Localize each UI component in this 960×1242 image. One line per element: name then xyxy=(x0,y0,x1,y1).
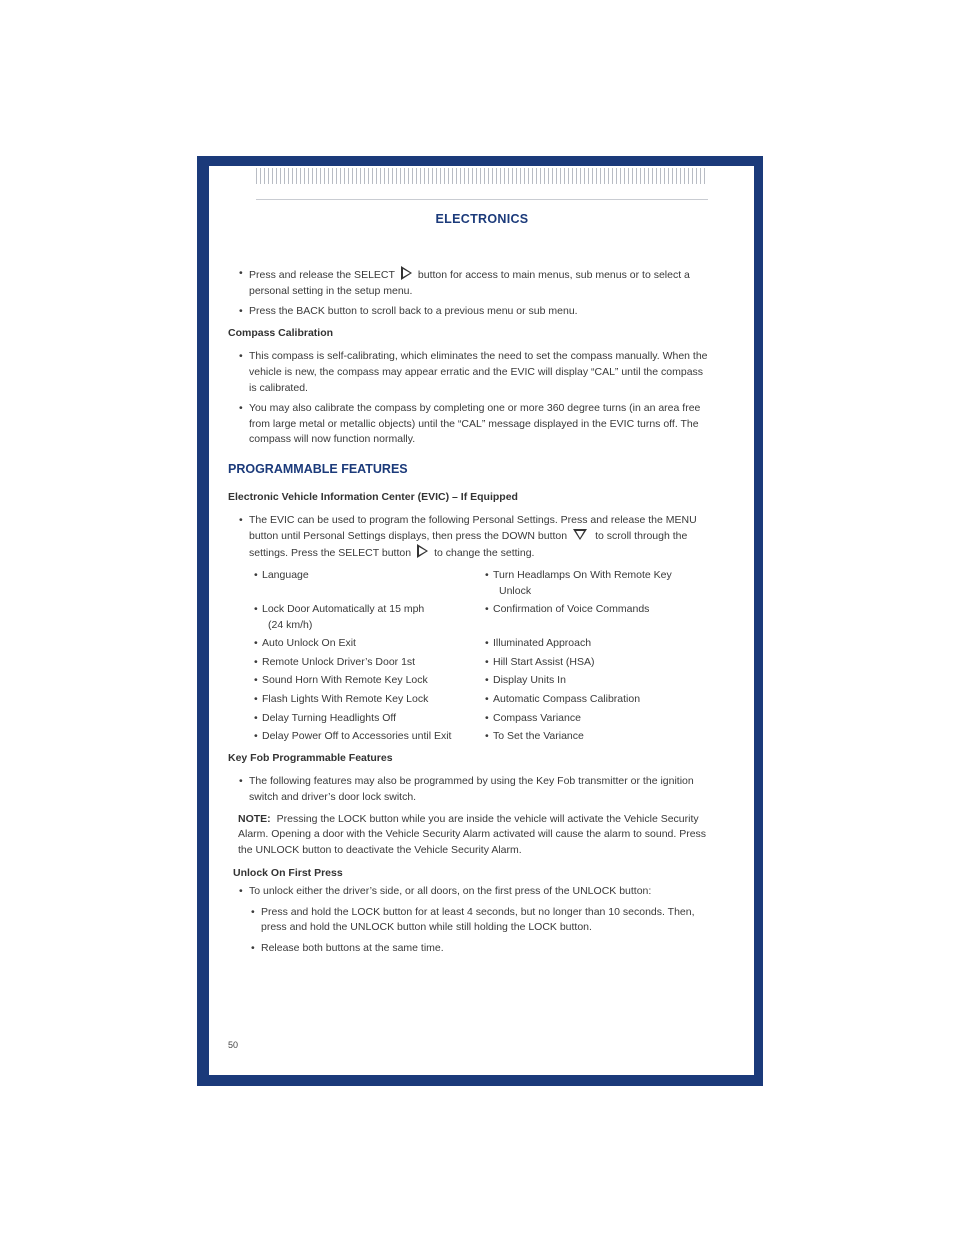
section-title: ELECTRONICS xyxy=(435,212,529,226)
header-divider xyxy=(256,199,708,200)
unlock-heading: Unlock On First Press xyxy=(233,867,343,880)
item-text-cont: Unlock xyxy=(499,584,532,597)
list-item: • Delay Power Off to Accessories until Exit xyxy=(254,729,484,745)
list-item: • Confirmation of Voice Commands xyxy=(485,602,715,633)
list-item: • Language xyxy=(254,568,484,599)
note-label: NOTE: xyxy=(238,812,271,825)
note xyxy=(238,812,708,859)
list-item: • Display Units In xyxy=(485,673,715,689)
list-item: • Automatic Compass Calibration xyxy=(485,692,715,708)
list-item xyxy=(485,568,715,599)
list-item: • Flash Lights With Remote Key Lock xyxy=(254,692,484,708)
compass-bullet-2: • You may also calibrate the compass by completing one or more 360 degree turns (in an area free from large metal or metallic objects) until the “CAL” message displayed in the EVIC turns off. The compass will now function normally. xyxy=(228,401,708,448)
list-item: • Remote Unlock Driver’s Door 1st xyxy=(254,655,484,671)
page-number: 50 xyxy=(228,1040,239,1050)
item-text-cont: (24 km/h) xyxy=(268,618,313,631)
unlock-bullet: • To unlock either the driver’s side, or all doors, on the first press of the UNLOCK button: xyxy=(228,884,708,900)
bullet-text: to scroll through the settings. Press the SELECT button xyxy=(249,529,688,560)
evic-bullet xyxy=(228,513,708,562)
down-arrow-icon xyxy=(573,529,587,540)
evic-heading: Electronic Vehicle Information Center (EVIC) – If Equipped xyxy=(228,490,518,503)
programmable-heading: PROGRAMMABLE FEATURES xyxy=(228,461,408,476)
list-item: • Sound Horn With Remote Key Lock xyxy=(254,673,484,689)
bullet-back: • Press the BACK button to scroll back to a previous menu or sub menu. xyxy=(228,304,708,320)
header-ruler xyxy=(256,168,708,184)
list-item: • To Set the Variance xyxy=(485,729,715,745)
unlock-step-2: • Release both buttons at the same time. xyxy=(228,941,708,957)
item-text: Turn Headlamps On With Remote Key xyxy=(493,568,672,581)
list-item xyxy=(254,602,484,633)
settings-list xyxy=(254,568,708,745)
select-arrow-icon xyxy=(401,266,412,280)
bullet-text: Press and release the SELECT xyxy=(249,269,395,281)
page-content xyxy=(228,266,708,961)
bullet-text: The EVIC can be used to program the following Personal Settings. Press and release the MENU button until Personal Settings displays, then press the DOWN button xyxy=(249,514,697,542)
compass-bullet-1: • This compass is self-calibrating, which eliminates the need to set the compass manually. When the vehicle is new, the compass may appear erratic and the EVIC will display “CAL” until the compass is calibrated. xyxy=(228,349,708,396)
select-arrow-icon xyxy=(417,544,428,558)
note-text: Pressing the LOCK button while you are inside the vehicle will activate the Vehicle Security Alarm. Opening a door with the Vehicle Security Alarm activated will cause the alarm to sound. Press the UNLOCK button to deactivate the Vehicle Security Alarm. xyxy=(238,812,707,856)
keyfob-heading: Key Fob Programmable Features xyxy=(228,751,393,764)
unlock-step-1: • Press and hold the LOCK button for at least 4 seconds, but no longer than 10 seconds. Then, press and hold the UNLOCK button while still holding the LOCK button. xyxy=(228,905,708,936)
bullet-select xyxy=(228,266,708,299)
compass-heading: Compass Calibration xyxy=(228,326,334,339)
list-item: • Auto Unlock On Exit xyxy=(254,636,484,652)
bullet-text: button for access to main menus, sub menus or to select a personal setting in the setup menu. xyxy=(249,269,690,297)
list-item: • Delay Turning Headlights Off xyxy=(254,711,484,727)
list-item: • Hill Start Assist (HSA) xyxy=(485,655,715,671)
bullet-text: to change the setting. xyxy=(434,547,535,560)
item-text: Lock Door Automatically at 15 mph xyxy=(262,603,425,616)
list-item: • Compass Variance xyxy=(485,711,715,727)
list-item: • Illuminated Approach xyxy=(485,636,715,652)
keyfob-bullet: • The following features may also be programmed by using the Key Fob transmitter or the ignition switch and driver’s door lock switch. xyxy=(228,774,708,805)
